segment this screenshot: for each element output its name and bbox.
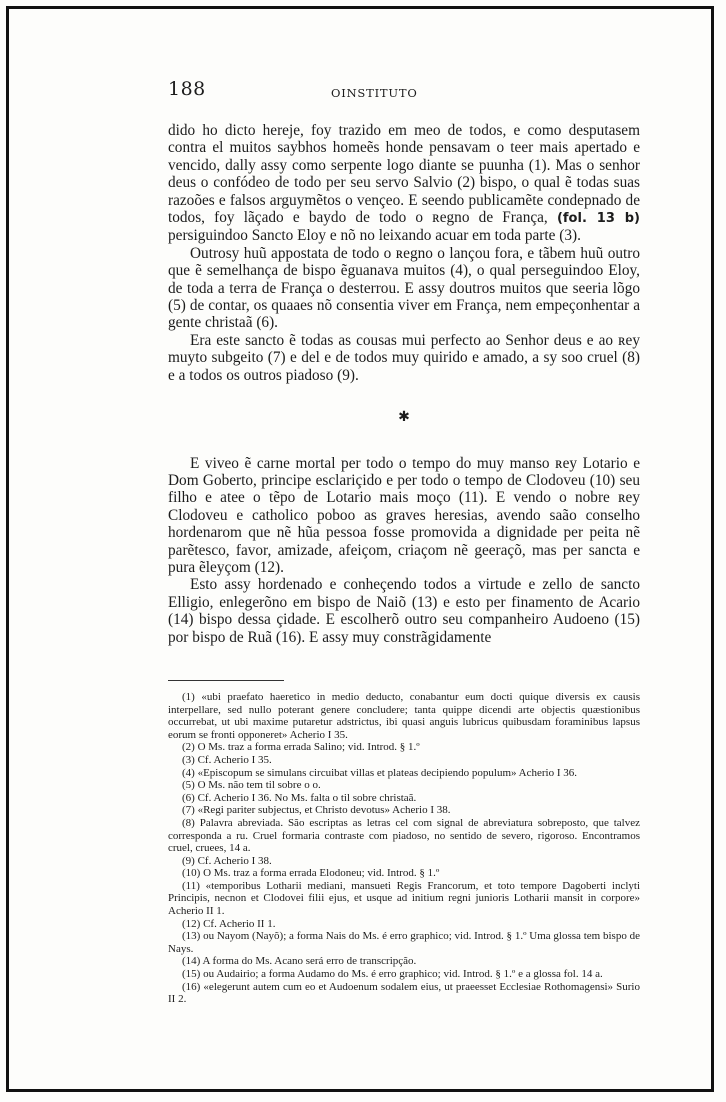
page-header <box>168 78 640 112</box>
book-page <box>168 78 640 1006</box>
footnote: (4) «Episcopum se simulans circuibat villas et plateas decipiendo populum» Acherio I 36. <box>182 766 577 779</box>
footnote: (6) Cf. Acherio I 36. No Ms. falta o til sobre christaã. <box>182 791 417 804</box>
footnote: (11) «temporibus Lotharii mediani, mansueti Regis Francorum, et toto tempore Dagoberti inclyti Principis, necnon et Clodovei filii ejus, et usque ad initium regni junioris Lotharii mansit in corpore» Acherio II 1. <box>168 879 640 918</box>
footnote: (3) Cf. Acherio I 35. <box>182 753 272 766</box>
footnote: (12) Cf. Acherio II 1. <box>182 917 276 930</box>
footnote: (1) «ubi praefato haeretico in medio deducto, conabantur eum docti quique diversis ex causis interpellare, sed nullo poterant genere concludere; tanta quippe dicendi arte objectis quæstionibus occurrebat, ut ubi maxime putaretur adstrictus, ibi quasi anguis lubricus quibusdam foraminibus lapsus eorum se fronti opponeret» Acherio I 35. <box>168 690 640 741</box>
footnote: (10) O Ms. traz a forma errada Elodoneu; vid. Introd. § 1.º <box>182 867 440 880</box>
main-text <box>168 122 640 646</box>
footnote: (13) ou Nayom (Nayõ); a forma Nais do Ms. é erro graphico; vid. Introd. § 1.º Uma glossa tem bispo de Nays. <box>168 930 640 955</box>
paragraph: Outrosy huũ appostata de todo o ʀegno o lançou fora, e tãbem huũ outro que ẽ semelhança de bispo ẽguanava muitos (4), o qual perseguindoo Eloy, de toda a terra de França o desterrou. E assy doutros muitos que seeria lõgo (5) de contar, os quaaes nõ consentia viver em França, nem empeçonhentar a gente christaã (6). <box>168 244 640 332</box>
footnote: (5) O Ms. não tem til sobre o o. <box>182 779 321 792</box>
footnote: (7) «Regi pariter subjectus, et Christo devotus» Acherio I 38. <box>182 804 451 817</box>
footnote: (9) Cf. Acherio I 38. <box>182 854 272 867</box>
footnote: (2) O Ms. traz a forma errada Salino; vid. Introd. § 1.º <box>182 741 420 754</box>
running-title: OINSTITUTO <box>331 86 418 100</box>
footnote: (14) A forma do Ms. Acano será erro de transcripção. <box>182 955 417 968</box>
footnote: (15) ou Audairio; a forma Audamo do Ms. é erro graphico; vid. Introd. § 1.º e a glossa fol. 14 a. <box>182 968 603 981</box>
footnotes <box>168 691 640 1006</box>
footnote: (16) «elegerunt autem cum eo et Audoenum sodalem eius, ut praeesset Ecclesiae Rothomagensi» Surio II 2. <box>168 980 640 1006</box>
folio-marker: (fol. 13 b) <box>556 211 641 227</box>
footnote-divider <box>168 680 284 681</box>
paragraph: Esto assy hordenado e conheçendo todos a virtude e zello de sancto Elligio, enlegerõno em bispo de Naiõ (13) e esto per finamento de Acario (14) bispo dessa çidade. E escolherõ outro seu companheiro Audoeno (15) por bispo de Ruã (16). E assy muy constrãgidamente <box>168 576 640 646</box>
paragraph: dido ho dicto hereje, foy trazido em meo de todos, e como desputasem contra el muitos saybhos homeẽs honde pensavam o teer mais apertado e vencido, dally assy como serpente logo diante se puunha (1). Mas o senhor deus o confódeo de todo per seu servo Salvio (2) bispo, o qual ẽ todas suas razoões e falsos arguymẽtos o vençeo. E seendo publicamẽte condepnado de todos, foy lãçado e baydo de todo o ʀegno de França, (fol. 13 b) persiguindoo Sancto Eloy e nõ no leixando acuar em toda parte (3). <box>168 122 641 245</box>
footnote: (8) Palavra abreviada. São escriptas as letras cel com signal de abreviatura sobreposto, que talvez corresponda a ru. Cruel formaria contraste com piadoso, no sentido de severo, rigoroso. Encontramos cruel, cruees, 14 a. <box>168 816 640 855</box>
section-separator: ✱ <box>398 410 410 426</box>
paragraph: E viveo ẽ carne mortal per todo o tempo do muy manso ʀey Lotario e Dom Goberto, principe esclariçido e per todo o tempo de Clodoveu (10) seu filho e atee o tẽpo de Lotario mais moço (11). E vendo o nobre ʀey Clodoveu e catholico poboo as graves heresias, avendo saão conselho hordenarom que nẽ hũa pessoa fosse promovida a dignidade per peita nẽ parẽtesco, favor, amizade, afeiçom, criaçom nẽ geeraçõ, mas per sancta e pura ẽleyçom (12). <box>168 454 640 576</box>
page-number: 188 <box>168 78 206 100</box>
paragraph: Era este sancto ẽ todas as cousas mui perfecto ao Senhor deus e ao ʀey muyto subgeito (7) e del e de todos muy quirido e amado, a sy soo cruel (8) e a todos os outros piadoso (9). <box>168 331 640 384</box>
